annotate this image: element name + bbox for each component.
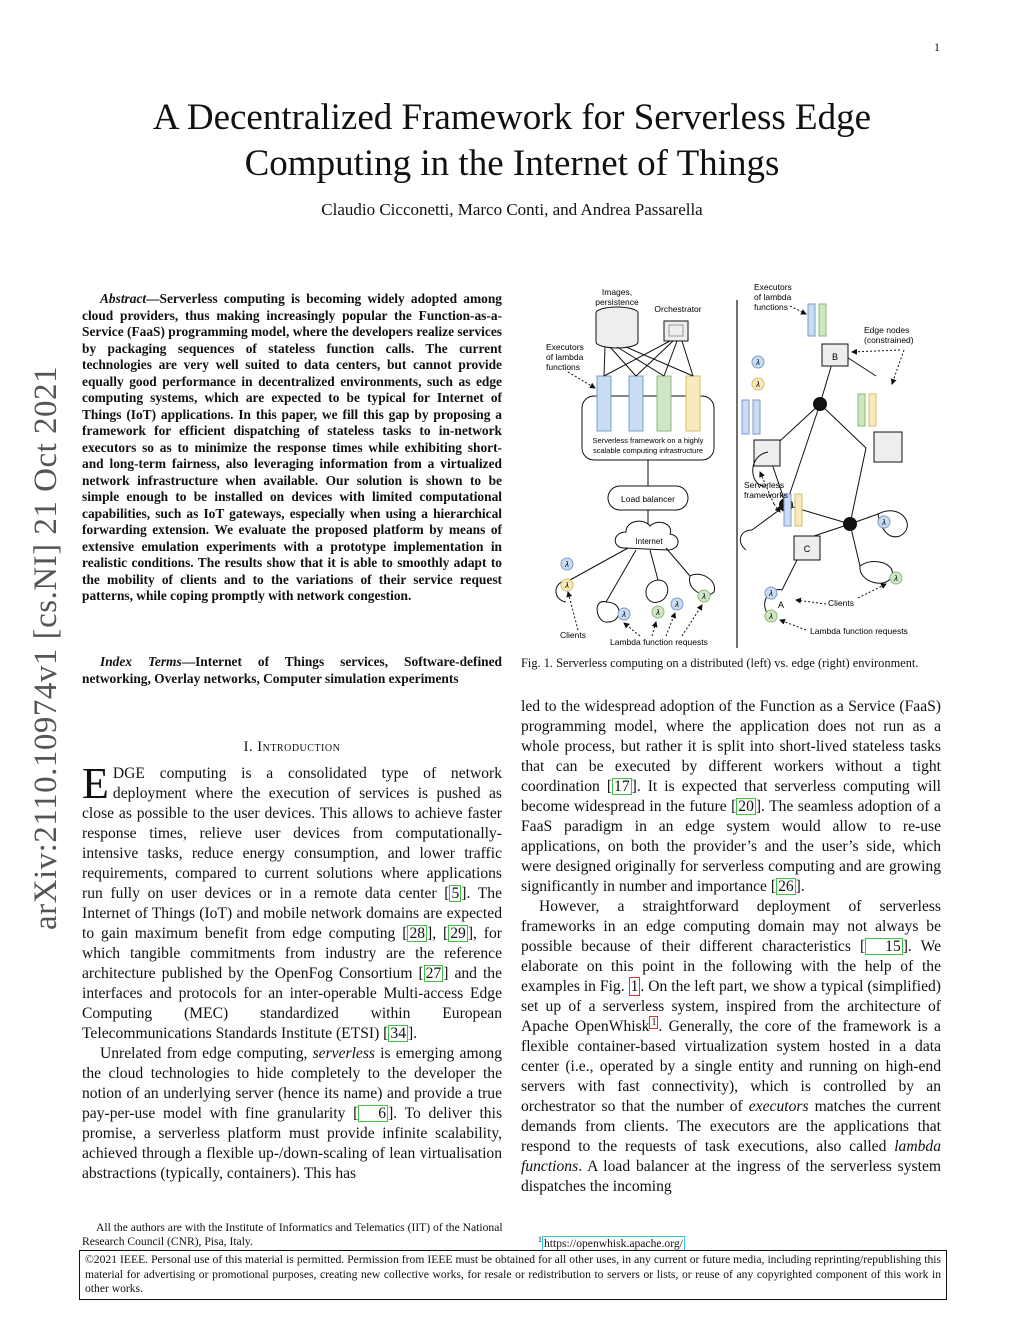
intro-text: ]. [407, 1025, 418, 1042]
index-terms: Index Terms—Internet of Things services, Software-defined networking, Overlay networks, Computer simulation experiments [82, 654, 502, 686]
executor-green [657, 376, 671, 431]
page-number: 1 [934, 40, 940, 54]
citation-link[interactable]: 27 [425, 965, 442, 982]
intro-text: ]. The Internet of Things (IoT) and mobile network domains are expected to gain maximum benefit from edge computing [ [82, 885, 502, 942]
svg-text:λ: λ [756, 358, 760, 367]
url-footnote [538, 1235, 685, 1250]
body-text: ]. It is expected that serverless computing will become widespread in the future [ [521, 778, 941, 815]
intro-text: ]. To deliver this promise, a serverless platform must provide infinite scalability, achieved through a flexible up-/down-scaling of lean virtualisation abstractions (typically, containers). This has [82, 1105, 503, 1182]
label-node-c: C [803, 544, 811, 554]
label-serverless-frameworks-2: frameworks [744, 490, 788, 500]
intro-text: ], for which tangible commitments from industry are the reference architecture published by the OpenFog Consortium [ [82, 925, 502, 982]
body-text: ]. [795, 878, 805, 895]
abstract-label: Abstract [100, 291, 147, 306]
emphasis: lambda functions [521, 1138, 941, 1175]
body-text: However, a straightforward deployment of serverless frameworks in an edge computing domain may not always be possible because of their different characteristics [ [521, 898, 941, 955]
client-loops [556, 574, 715, 622]
right-column-text [521, 697, 941, 1197]
citation-link[interactable]: 5 [451, 885, 460, 902]
citation-link[interactable]: 6 [358, 1105, 388, 1122]
storage-cylinder-icon [596, 307, 638, 348]
abstract-text: Serverless computing is becoming widely adopted among cloud providers, thus making increasingly popular the Function-as-a-Service (FaaS) programming model, where the developers realize services by packaging sequences of stateless function calls. The current technologies are very well suited to data centers, but cannot provide equally good performance in decentralized environments, such as edge computing systems, which are expected to be typical for Internet of Things (IoT) applications. In this paper, we fill this gap by proposing a framework for efficient dispatching of stateless tasks to in-network executors so as to minimize the response times while exhibiting short- and long-term fairness, also leveraging information from a virtualized network infrastructure when available. Our solution is shown to be simple enough to be installed on devices with limited computational capabilities, such as IoT gateways, especially when using a hierarchical forwarding extension. We evaluate the proposed platform by means of extensive emulation experiments with a prototype implementation in realistic conditions. The results show that it is able to smoothly adapt to the mobility of clients and to the variations of their service request patterns, while coping promptly with network congestion. [82, 291, 502, 603]
body-text: . Generally, the core of the framework is a flexible container-based virtualization system hosted in a data center (i.e., operated by a single entity and running on high-end servers with fast connectivity), which is controlled by an orchestrator so that the number of [521, 1018, 941, 1115]
svg-text:λ: λ [769, 612, 773, 621]
orchestrator-box [664, 321, 688, 341]
edge-exec-green [819, 304, 826, 336]
body-text: ]. The seamless adoption of a FaaS paradigm in an edge system would allow to re-use applications, on both the provider’s and the user’s side, which were designed originally for serverless computing and are growing significantly in number and importance [ [521, 798, 941, 895]
body-text: ]. We elaborate on this point in the following with the help of the examples in Fig. [521, 938, 941, 995]
label-edge-nodes-2: (constrained) [864, 335, 914, 345]
label-serverless-framework: Serverless framework on a highly [592, 436, 704, 445]
title-line-1: A Decentralized Framework for Serverless Edge [152, 97, 872, 138]
label-persistence: persistence [595, 297, 639, 307]
body-text: . A load balancer at the ingress of the serverless system dispatches the incoming [521, 1158, 941, 1195]
author-list: Claudio Cicconetti, Marco Conti, and Andrea Passarella [321, 200, 703, 219]
intro-text: is emerging among the cloud technologies to hide completely to the developer the notion of an underlying server (hence its name) and provide a true pay-per-use model with fine granularity [ [82, 1045, 502, 1122]
citation-link[interactable]: 20 [738, 798, 754, 815]
svg-text:λ: λ [622, 610, 626, 619]
executor-yellow [686, 376, 700, 431]
intro-text: DGE computing is a consolidated type of network deployment where the execution of services is pushed as close as possible to the user devices. This allows to achieve faster response times, relieve user devices from computationally-intensive tasks, reduce energy consumption, and lower traffic requirements, compared to current solutions where applications run fully on user devices or in a remote data center [ [82, 765, 502, 902]
edge-exec-blue-3 [753, 400, 760, 434]
pointer-executors-left [568, 372, 595, 388]
label-clients-left: Clients [560, 630, 586, 640]
lambda-icons-left [561, 558, 710, 620]
svg-text:λ: λ [702, 592, 706, 601]
abstract: Abstract—Serverless computing is becoming widely adopted among cloud providers, thus making increasingly popular the Function-as-a-Service (FaaS) programming model, where the developers realize services by packaging sequences of stateless function calls. The current technologies are very well suited to data centers, but cannot provide equally good performance in decentralized environments, such as edge computing systems, which are expected to be typical for Internet of Things (IoT) applications. In this paper, we fill this gap by proposing a framework for efficient dispatching of stateless tasks to in-network executors so as to minimize the response times while exhibiting short- and long-term fairness, also leveraging information from a virtualized network infrastructure when available. Our solution is shown to be simple enough to be installed on devices with limited computational capabilities, such as IoT gateways, especially when using a hierarchical forwarding extension. We evaluate the proposed platform by means of extensive emulation experiments with a prototype implementation in realistic conditions. The results show that it is able to smoothly adapt to the mobility of clients and to the variations of their service request patterns, while coping promptly with network congestion. [82, 291, 502, 603]
edge-exec-yellow [869, 394, 876, 426]
index-terms-text: Internet of Things services, Software-defined networking, Overlay networks, Computer simulation experiments [82, 654, 502, 686]
label-executors-right: Executors [754, 282, 792, 292]
citation-link[interactable]: 34 [390, 1025, 406, 1042]
label-executors-right-3: functions [754, 302, 789, 312]
body-text: led to the widespread adoption of the Function as a Service (FaaS) programming model, where the application does not run as a whole process, but rather it is split into short-lived stateless tasks that can be executed by different workers without a tight coordination [ [521, 698, 941, 795]
label-orchestrator: Orchestrator [654, 304, 702, 314]
label-internet: Internet [635, 537, 663, 546]
figure-link[interactable]: 1 [630, 978, 639, 995]
citation-link[interactable]: 28 [409, 925, 426, 942]
request-pointers-left [568, 592, 702, 636]
emphasis: executors [748, 1098, 809, 1115]
intro-text: ], [ [427, 925, 449, 942]
index-terms-label: Index Terms [100, 654, 182, 669]
svg-text:λ: λ [675, 600, 679, 609]
introduction-text [82, 759, 503, 1184]
drop-cap: E [82, 759, 109, 808]
footnote-link[interactable]: 1 [651, 1016, 657, 1028]
label-node-a: A [777, 600, 785, 610]
citation-link[interactable]: 26 [778, 878, 794, 895]
title-line-2: Computing in the Internet of Things [244, 143, 780, 184]
edge-node-right [874, 432, 902, 462]
label-lambda-requests-left: Lambda function requests [610, 637, 708, 647]
section-title: Introduction [257, 739, 341, 755]
intro-text: Unrelated from edge computing, [100, 1045, 313, 1062]
svg-text:λ: λ [769, 589, 773, 598]
section-number: I. [243, 739, 254, 755]
figure-caption: Fig. 1. Serverless computing on a distributed (left) vs. edge (right) environment. [521, 656, 919, 670]
edge-node-left [754, 440, 780, 466]
label-node-b: B [831, 352, 839, 362]
figure-1-diagram [540, 280, 940, 650]
label-clients-right: Clients [828, 598, 854, 608]
paper-title [80, 95, 944, 187]
label-edge-nodes: Edge nodes [864, 325, 910, 335]
label-executors-right-2: of lambda [754, 292, 792, 302]
label-serverless-framework-2: scalable computing infrastructure [592, 446, 704, 455]
label-lambda-requests-right: Lambda function requests [810, 626, 908, 636]
citation-link[interactable]: 17 [614, 778, 630, 795]
footnote-mark: 1 [538, 1235, 542, 1244]
openwhisk-link[interactable]: https://openwhisk.apache.org/ [544, 1236, 683, 1250]
copyright-notice: ©2021 IEEE. Personal use of this material is permitted. Permission from IEEE must be obtained for all other uses, in any current or future media, including reprinting/republishing this material for advertising or promotional purposes, creating new collective works, for resale or redistribution to servers or lists, or reuse of any copyrighted component of this work in other works. [79, 1250, 947, 1300]
intro-text: ] and the interfaces and protocols for an inter-operable Multi-access Edge Computing (MEC) standardized within European Telecommunications Standards Institute (ETSI) [ [82, 965, 502, 1042]
svg-text:λ: λ [894, 574, 898, 583]
author-affiliation-footnote: All the authors are with the Institute of Informatics and Telematics (IIT) of the National Research Council (CNR), Pisa, Italy. [82, 1221, 503, 1248]
emphasis: serverless [312, 1045, 375, 1062]
label-executors-left-2: of lambda [546, 352, 584, 362]
label-load-balancer: Load balancer [621, 494, 675, 504]
svg-text:λ: λ [882, 518, 886, 527]
svg-text:λ: λ [656, 608, 660, 617]
internet-links [570, 548, 690, 602]
arxiv-identifier: arXiv:2110.10974v1 [cs.NI] 21 Oct 2021 [28, 365, 64, 930]
section-heading [82, 737, 502, 757]
executor-blue-1 [597, 376, 611, 431]
executor-blue-2 [629, 376, 643, 431]
svg-text:λ: λ [565, 560, 569, 569]
citation-link[interactable]: 15 [865, 938, 903, 955]
label-images: Images, [601, 287, 633, 297]
edge-exec-blue [808, 304, 815, 336]
label-executors-left: Executors [546, 342, 584, 352]
label-serverless-frameworks: Serverless [744, 480, 785, 490]
citation-link[interactable]: 29 [450, 925, 466, 942]
svg-text:λ: λ [565, 581, 569, 590]
edge-exec-blue-2 [742, 400, 749, 434]
edge-exec-yellow-2 [795, 494, 802, 526]
edge-exec-green-2 [858, 394, 865, 426]
svg-text:λ: λ [756, 380, 760, 389]
body-text: matches the current demands from clients. The executors are the applications that respond to the requests of task executions, also called [521, 1098, 941, 1155]
label-executors-left-3: functions [546, 362, 581, 372]
body-text: . On the left part, we show a typical (simplified) set up of a serverless system, inspired from the architecture of Apache OpenWhisk [521, 978, 941, 1035]
